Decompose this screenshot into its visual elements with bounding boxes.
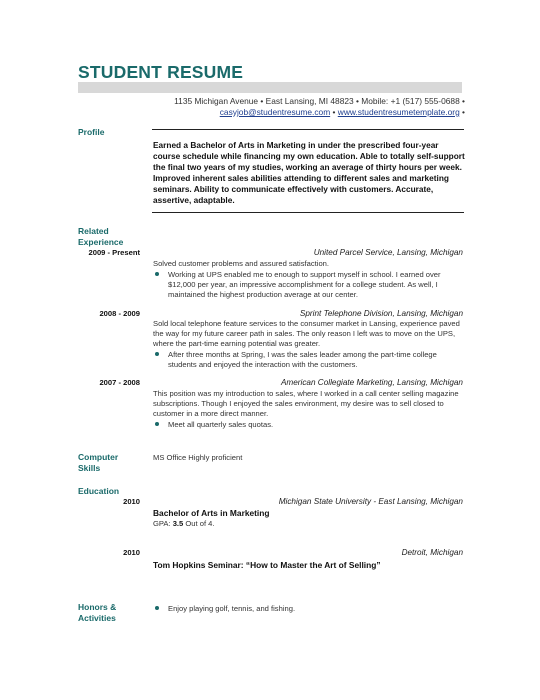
contact-email-link[interactable]: casyjob@studentresume.com xyxy=(219,107,331,117)
gpa-value: 3.5 xyxy=(172,519,184,528)
education-degree: Tom Hopkins Seminar: “How to Master the Art of Selling” xyxy=(153,560,381,570)
job-bullet-text: Meet all quarterly sales quotas. xyxy=(168,420,274,429)
bullet-icon xyxy=(155,352,159,356)
skills-text: MS Office Highly proficient xyxy=(153,453,243,462)
header-band xyxy=(78,82,462,93)
skills-label xyxy=(78,452,118,473)
profile-bottom-rule xyxy=(152,212,464,213)
job-dates: 2007 - 2008 xyxy=(99,378,140,387)
contact-links xyxy=(174,107,465,118)
job-employer: United Parcel Service, Lansing, Michigan xyxy=(313,248,463,257)
education-institution: Michigan State University - East Lansing, Michigan xyxy=(278,497,463,506)
education-institution: Detroit, Michigan xyxy=(401,548,463,557)
skills-label-line1: Computer xyxy=(78,452,119,462)
job-dates: 2009 - Present xyxy=(88,248,140,257)
job-description: Sold local telephone feature services to the consumer market in Lansing, experience paved the way for my future career path in sales. The only reason I left was to move on the UPS, where the part-time earning potential was greater. xyxy=(153,319,460,348)
skills-label-line2: Skills xyxy=(78,462,101,473)
bullet-icon xyxy=(155,422,159,426)
resume-title: STUDENT RESUME xyxy=(78,62,244,82)
education-degree: Bachelor of Arts in Marketing xyxy=(153,508,270,518)
job-description: Solved customer problems and assured satisfaction. xyxy=(153,259,330,268)
experience-label xyxy=(78,226,123,247)
education-year: 2010 xyxy=(123,497,140,506)
job-bullet-text: Working at UPS enabled me to enough to support myself in school. I earned over $12,000 per year, an impressive accomplishment for a college student. As well, I maintained the highest production average at our center. xyxy=(168,270,441,299)
contact-website-link[interactable]: www.studentresumetemplate.org xyxy=(337,107,460,117)
job-description: This position was my introduction to sales, where I worked in a call center selling magazine subscriptions. Though I enjoyed the sales environment, my desire was to sell closed to customer in a more direct manner. xyxy=(153,389,459,418)
gpa-suffix: Out of 4. xyxy=(183,519,215,528)
experience-label-line2: Experience xyxy=(78,236,124,247)
bullet-icon xyxy=(155,272,159,276)
education-label: Education xyxy=(78,486,120,496)
education-gpa xyxy=(153,519,215,528)
job-employer: American Collegiate Marketing, Lansing, Michigan xyxy=(280,378,463,387)
job-employer: Sprint Telephone Division, Lansing, Michigan xyxy=(299,309,463,318)
contact-address: 1135 Michigan Avenue • East Lansing, MI 48823 • Mobile: +1 (517) 555-0688 • xyxy=(174,96,465,106)
honors-label-line1: Honors & xyxy=(78,602,117,612)
contact-separator: • xyxy=(330,107,338,117)
contact-separator-trailing: • xyxy=(459,107,465,117)
profile-label: Profile xyxy=(78,127,105,137)
job-bullet-text: After three months at Spring, I was the sales leader among the part-time college students and enjoyed the interaction with the customers. xyxy=(168,350,437,369)
education-year: 2010 xyxy=(123,548,140,557)
bullet-icon xyxy=(155,606,159,610)
experience-label-line1: Related xyxy=(78,226,109,236)
honors-label xyxy=(78,602,116,623)
honors-bullet-text: Enjoy playing golf, tennis, and fishing. xyxy=(168,604,296,613)
honors-label-line2: Activities xyxy=(78,612,116,623)
gpa-prefix: GPA: xyxy=(153,519,173,528)
profile-text: Earned a Bachelor of Arts in Marketing in under the prescribed four-year course schedule while financing my own education. Able to totally self-support the final two years of my studies, working an average of thirty hours per week. Improved inherent sales abilities attending to different sales and marketing seminars. Ability to communicate effectively with customers. Accurate, assertive, adaptable. xyxy=(153,140,465,206)
profile-top-rule xyxy=(152,129,464,130)
job-dates: 2008 - 2009 xyxy=(99,309,140,318)
contact-block xyxy=(174,96,465,118)
